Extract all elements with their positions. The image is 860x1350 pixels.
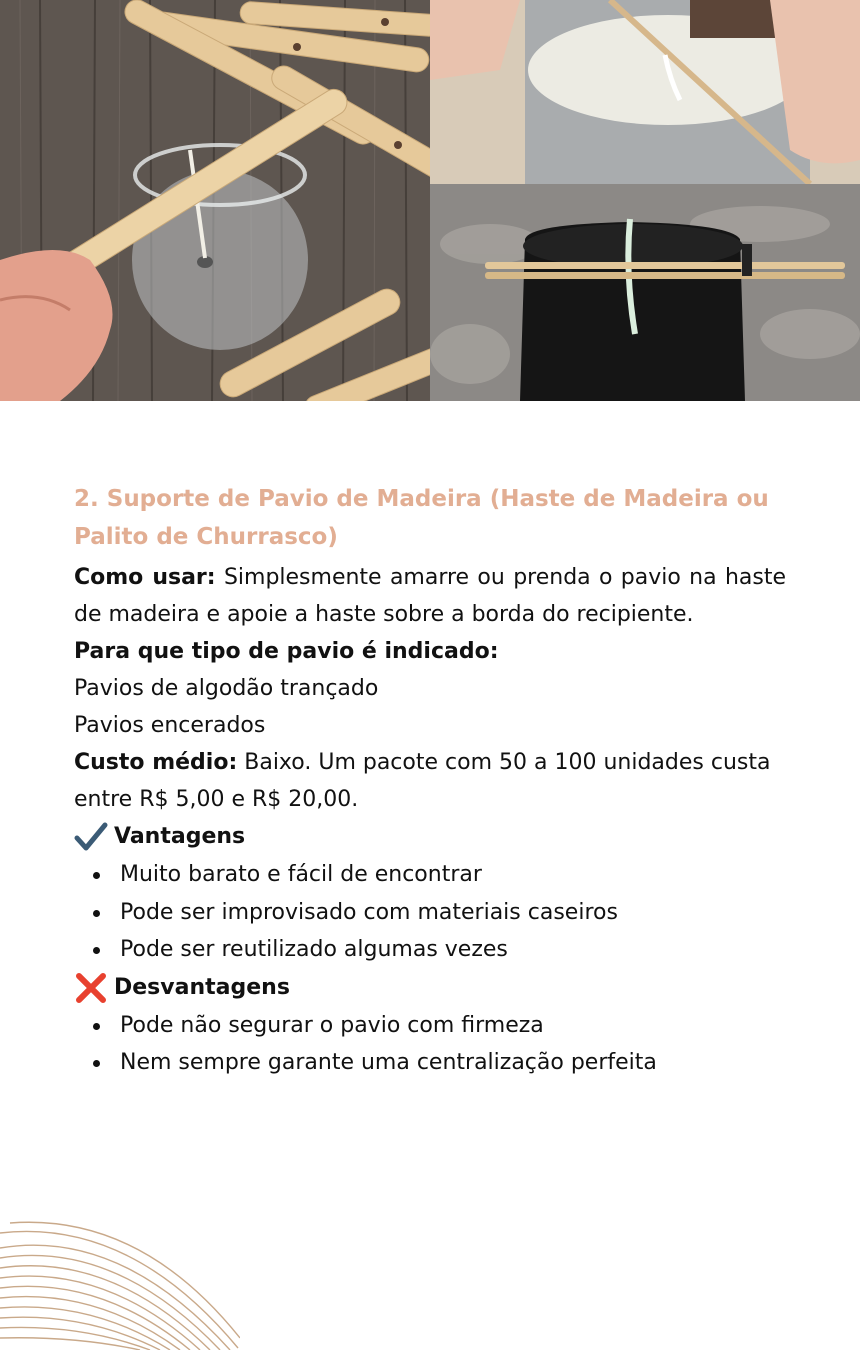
advantages-list — [74, 856, 786, 969]
advantages-title-row — [74, 818, 786, 856]
check-mark-icon — [74, 822, 108, 852]
photo-black-jar — [430, 184, 860, 401]
list-item: Muito barato e fácil de encontrar — [120, 856, 786, 894]
wick-type-item: Pavios encerados — [74, 713, 266, 738]
content — [74, 480, 786, 1082]
cross-mark-icon — [74, 973, 108, 1003]
cost-text: Baixo. Um pacote com 50 a 100 unidades custa entre R$ 5,00 e R$ 20,00. — [74, 750, 771, 812]
list-item: Pode ser reutilizado algumas vezes — [120, 931, 786, 969]
disadvantages-title: Desvantagens — [114, 974, 290, 1000]
photo-collage — [0, 0, 860, 401]
wick-types-label: Para que tipo de pavio é indicado: — [74, 639, 499, 664]
list-item: Pode não segurar o pavio com firmeza — [120, 1007, 786, 1045]
disadvantages-list — [74, 1007, 786, 1082]
how-to-use-label: Como usar: — [74, 565, 216, 590]
list-item: Nem sempre garante uma centralização perfeita — [120, 1044, 786, 1082]
how-to-use-text: Simplesmente amarre ou prenda o pavio na haste de madeira e apoie a haste sobre a borda do recipiente. — [74, 565, 787, 627]
wick-type-item: Pavios de algodão trançado — [74, 676, 379, 701]
decorative-swirl — [0, 1218, 240, 1350]
cost-paragraph — [74, 744, 786, 818]
section-heading: 2. Suporte de Pavio de Madeira (Haste de Madeira ou Palito de Churrasco) — [74, 486, 769, 550]
disadvantages-title-row — [74, 969, 786, 1007]
photo-popsicle-sticks — [0, 0, 430, 401]
advantages-title: Vantagens — [114, 824, 246, 849]
list-item: Pode ser improvisado com materiais caseiros — [120, 894, 786, 932]
cost-label: Custo médio: — [74, 750, 238, 775]
how-to-use-paragraph — [74, 559, 786, 633]
photo-metal-container — [430, 0, 860, 184]
